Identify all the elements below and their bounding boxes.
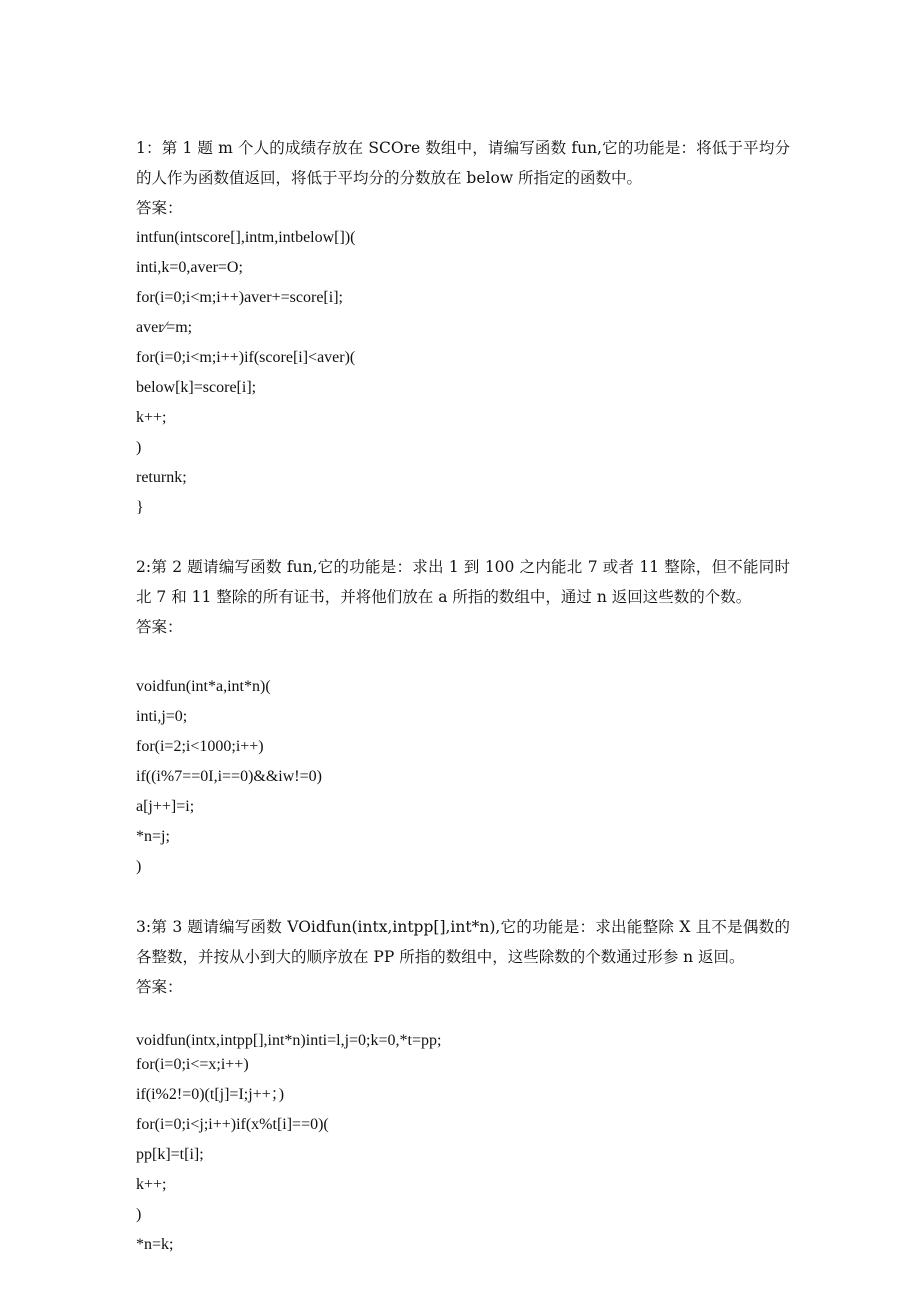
question-2-answer-label: 答案： <box>136 618 183 636</box>
code-line: for(i=0;i<j;i++)if(x%t[i]==0)( <box>136 1116 329 1133</box>
code-line: voidfun(intx,intpp[],int*n)inti=l,j=0;k=0,*t=pp; <box>136 1032 442 1049</box>
question-1-answer-label: 答案： <box>136 199 183 217</box>
code-line: for(i=0;i<m;i++)if(score[i]<aver)( <box>136 349 356 366</box>
question-3-answer-label: 答案： <box>136 978 183 996</box>
code-line: } <box>136 499 144 516</box>
code-line: aver⁄=m; <box>136 319 193 336</box>
spacer <box>136 1002 790 1032</box>
question-1-prompt: 1：第 1 题 m 个人的成绩存放在 SCOre 数组中，请编写函数 fun,它的功能是：将低于平均分的人作为函数值返回，将低于平均分的分数放在 below 所指定的函数中。 <box>136 139 790 187</box>
code-line: for(i=0;i<=x;i++) <box>136 1056 249 1073</box>
code-line: a[j++]=i; <box>136 798 195 815</box>
code-line: inti,k=0,aver=O; <box>136 259 243 276</box>
code-line: k++; <box>136 1176 167 1193</box>
code-line: intfun(intscore[],intm,intbelow[])( <box>136 229 356 246</box>
code-line: *n=j; <box>136 828 170 845</box>
question-2-prompt: 2:第 2 题请编写函数 fun,它的功能是：求出 1 到 100 之内能北 7 或者 11 整除，但不能同时北 7 和 11 整除的所有证书，并将他们放在 a 所指的数组中，通过 n 返回这些数的个数。 <box>136 558 790 606</box>
code-line: returnk; <box>136 469 187 486</box>
question-2 <box>136 552 790 882</box>
code-line: ) <box>136 439 142 456</box>
code-line: ) <box>136 858 142 875</box>
code-line: inti,j=0; <box>136 708 188 725</box>
code-line: k++; <box>136 409 167 426</box>
spacer <box>136 642 790 672</box>
question-3-prompt: 3:第 3 题请编写函数 VOidfun(intx,intpp[],int*n),它的功能是：求出能整除 X 且不是偶数的各整数，并按从小到大的顺序放在 PP 所指的数组中，这些除数的个数通过形参 n 返回。 <box>136 918 790 966</box>
question-1 <box>136 133 790 523</box>
question-2-code <box>136 672 790 882</box>
code-line: if((i%7==0I,i==0)&&iw!=0) <box>136 768 322 785</box>
question-1-code <box>136 223 790 523</box>
code-line: *n=k; <box>136 1236 174 1253</box>
code-line: for(i=2;i<1000;i++) <box>136 738 264 755</box>
code-line: for(i=0;i<m;i++)aver+=score[i]; <box>136 289 343 306</box>
code-line: below[k]=score[i]; <box>136 379 257 396</box>
question-3-code <box>136 1032 790 1260</box>
code-line: voidfun(int*a,int*n)( <box>136 678 271 695</box>
code-line: ) <box>136 1206 142 1223</box>
question-3 <box>136 912 790 1260</box>
code-line: if(i%2!=0)(t[j]=I;j++；) <box>136 1086 285 1103</box>
code-line: pp[k]=t[i]; <box>136 1146 204 1163</box>
